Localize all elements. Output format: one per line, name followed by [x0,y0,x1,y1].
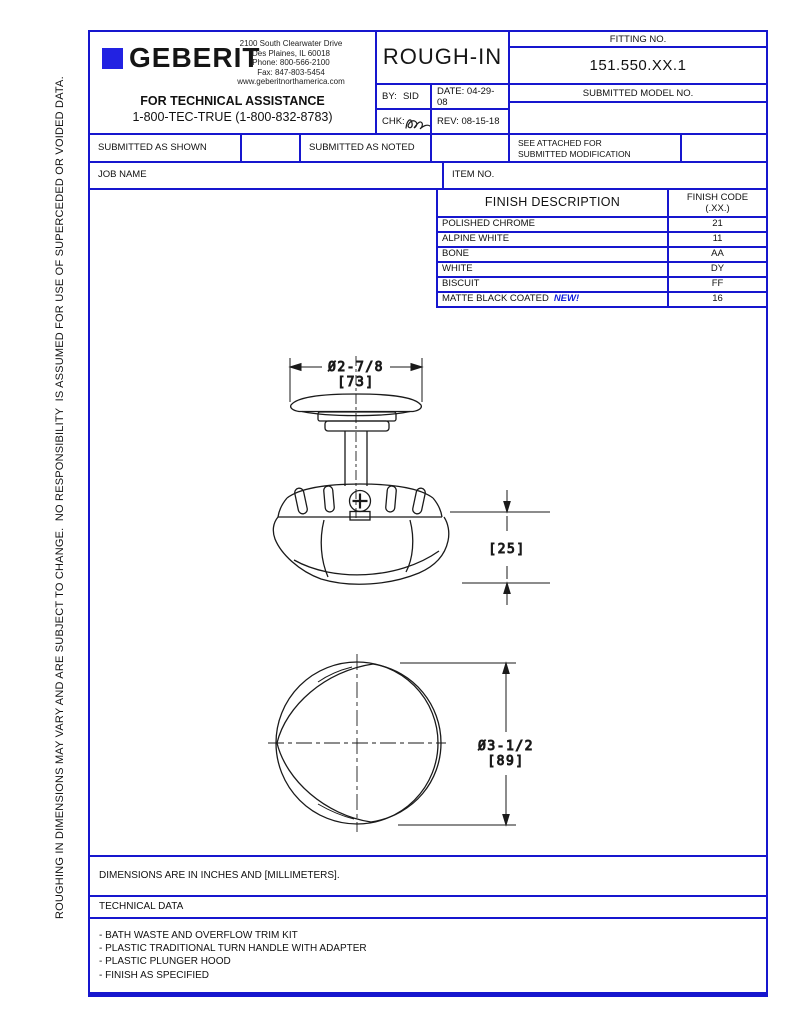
finish-description-text: MATTE BLACK COATED [442,293,549,304]
technical-data-item: - FINISH AS SPECIFIED [99,969,210,981]
company-block [88,30,377,135]
units-note: DIMENSIONS ARE IN INCHES AND [MILLIMETERS]. [99,870,340,881]
finish-description: POLISHED CHROME [442,218,535,229]
technical-assistance-title: FOR TECHNICAL ASSISTANCE [140,94,325,108]
doc-type-cell [375,30,510,85]
technical-assistance-phone: 1-800-TEC-TRUE (1-800-832-8783) [132,110,333,124]
technical-data-label: TECHNICAL DATA [99,901,184,912]
finish-code: 11 [712,233,723,244]
chk-label: CHK: [382,116,405,127]
rev-value: REV: 08-15-18 [437,116,500,127]
submitted-as-shown-checkbox-cell[interactable] [240,133,301,163]
chk-cell [375,108,432,135]
finish-description: WHITE [442,263,473,274]
finish-code: DY [710,263,725,274]
finish-code: 21 [712,218,723,229]
technical-data-header-row [88,895,768,919]
technical-data-item: - PLASTIC PLUNGER HOOD [99,956,231,968]
dim-cap-diameter-mm: [73] [337,375,375,390]
submitted-model-label: SUBMITTED MODEL NO. [582,88,694,99]
submitted-as-noted-cell [299,133,432,163]
finish-code-header-cell [667,188,768,218]
finish-description-header-cell [436,188,669,218]
see-attached-label [510,135,680,160]
item-no-cell[interactable] [442,161,768,190]
dim-skirt-height-mm: [25] [488,542,526,557]
geberit-logo-square-icon [102,48,123,69]
finish-code-header-line1: FINISH CODE [686,192,749,203]
dim-cap-diameter-inches: Ø2-7/8 [328,360,384,375]
disclaimer-vertical-text: ROUGHING IN DIMENSIONS MAY VARY AND ARE SUBJECT TO CHANGE. NO RESPONSIBILITY IS ASSUMED FOR USE OF SUPERCEDED OR VOIDED DATA. [54,76,66,919]
submitted-model-value-cell[interactable] [508,101,768,135]
doc-type-title: ROUGH-IN [382,44,503,69]
finish-description-header: FINISH DESCRIPTION [484,195,621,209]
submitted-as-shown-label: SUBMITTED AS SHOWN [98,142,207,153]
by-label: BY: [382,91,397,102]
company-address [211,39,371,87]
see-attached-line1: SEE ATTACHED FOR [518,138,602,148]
chk-signature [404,114,432,133]
submitted-as-noted-label: SUBMITTED AS NOTED [309,142,415,153]
see-attached-line2: SUBMITTED MODIFICATION [518,149,631,159]
by-cell [375,83,432,110]
technical-data-box [88,917,768,997]
job-name-label: JOB NAME [98,169,147,180]
dim-hood-diameter-inches: Ø3-1/2 [478,739,534,754]
fitting-no-value: 151.550.XX.1 [589,57,687,74]
see-attached-cell [508,133,682,163]
technical-data-item: - BATH WASTE AND OVERFLOW TRIM KIT [99,930,298,941]
submitted-as-shown-cell [88,133,242,163]
address-line: 2100 South Clearwater Drive [239,39,343,48]
address-line: Fax: 847-803-5454 [257,67,325,77]
technical-data-list [90,919,766,982]
by-value: SID [402,91,419,102]
finish-code: AA [711,248,724,259]
rev-cell [430,108,510,135]
finish-code-header [669,190,766,214]
address-line: Des Plaines, IL 60018 [252,48,330,58]
new-badge: NEW! [553,293,580,304]
date-value: DATE: 04-29-08 [437,85,495,108]
finish-row-description [436,291,669,308]
units-note-row [88,855,768,897]
see-attached-checkbox-cell[interactable] [680,133,768,163]
finish-code: FF [711,278,724,289]
fitting-no-label: FITTING NO. [609,34,667,45]
item-no-label: ITEM NO. [452,169,495,180]
job-name-cell[interactable] [88,161,444,190]
finish-row-code [667,291,768,308]
finish-description: BONE [442,248,469,259]
geberit-logo-text: GEBERIT [129,42,261,73]
dim-hood-diameter-mm: [89] [487,754,525,769]
finish-code-header-line2: (.XX.) [705,203,730,214]
technical-data-item: - PLASTIC TRADITIONAL TURN HANDLE WITH ADAPTER [99,943,367,955]
finish-code: 16 [712,293,723,304]
finish-description: BISCUIT [442,278,480,289]
company-website[interactable]: www.geberitnorthamerica.com [237,77,345,87]
submitted-as-noted-checkbox-cell[interactable] [430,133,510,163]
finish-description [438,293,667,306]
date-cell [430,83,510,110]
finish-description: ALPINE WHITE [442,233,510,244]
fitting-no-value-cell [508,46,768,85]
address-line: Phone: 800-566-2100 [252,58,330,68]
submitted-model-label-cell [508,83,768,103]
